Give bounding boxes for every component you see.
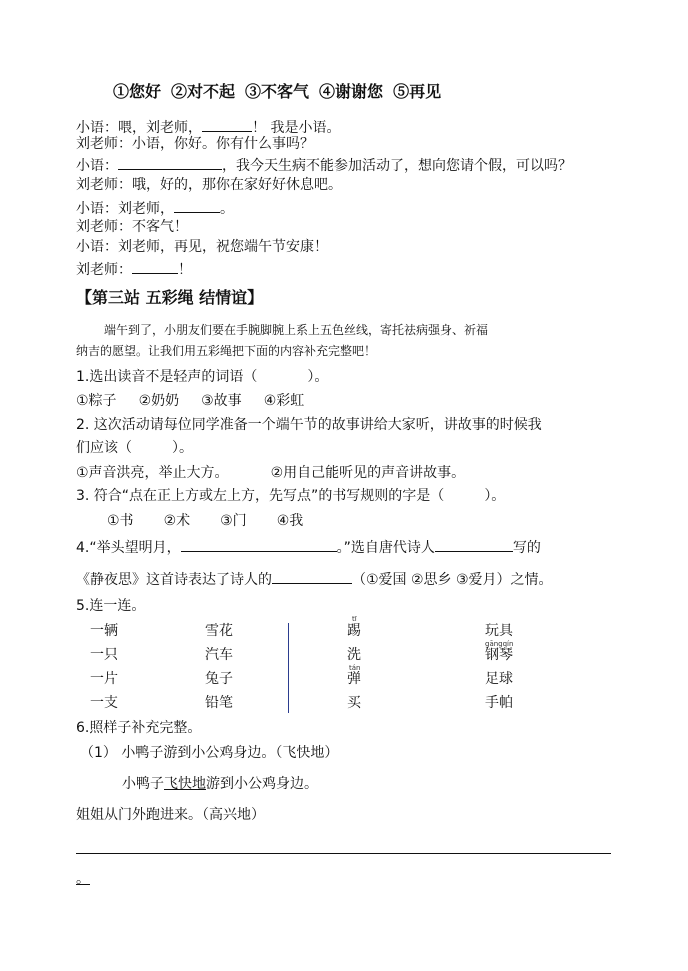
dialog-line-8 — [76, 261, 192, 277]
question-text: ）。 — [484, 488, 506, 504]
question-text: 。”选自唐代诗人 — [336, 540, 435, 556]
question-text: 3. 符合“点在正上方或左上方，先写点”的书写规则的字是（ — [76, 488, 445, 504]
section-intro-line-2: 纳吉的愿望。让我们用五彩绳把下面的内容补充完整吧！ — [76, 344, 377, 358]
match-item[interactable]: 雪花 — [205, 623, 233, 639]
pinyin-annotation: tī — [352, 615, 357, 623]
question-3-options — [107, 514, 303, 528]
match-item[interactable]: 玩具 — [485, 623, 513, 639]
phrase-options-row — [113, 84, 441, 100]
dialog-text: 小语： — [76, 158, 118, 174]
matching-divider — [288, 623, 289, 713]
pinyin-annotation: gāngqín — [485, 640, 514, 648]
answer-blank[interactable] — [272, 571, 352, 584]
question-6-task: 姐姐从门外跑进来。（高兴地） — [76, 807, 265, 823]
match-item[interactable]: 一辆 — [90, 623, 118, 639]
dialog-text: ，我今天生病不能参加活动了，想向您请个假，可以吗？ — [222, 158, 572, 174]
match-item[interactable]: 买 — [347, 695, 361, 711]
phrase-option-2: ②对不起 — [171, 82, 236, 101]
question-4-line-1 — [76, 539, 541, 555]
question-3-stem — [76, 489, 505, 503]
match-item[interactable]: 踢 — [347, 623, 361, 639]
phrase-option-3: ③不客气 — [245, 82, 310, 101]
section-intro-line-1: 端午到了，小朋友们要在手腕脚腕上系上五色丝线，寄托祛病强身、祈福 — [104, 323, 489, 337]
match-item[interactable]: 弹 — [347, 671, 361, 687]
dialog-line-4: 刘老师：哦，好的，那你在家好好休息吧。 — [76, 177, 342, 193]
question-text: 1.选出读音不是轻声的词语（ — [76, 369, 258, 385]
question-text: 写的 — [512, 540, 541, 556]
question-2-options — [76, 466, 465, 480]
question-5-title: 5.连一连。 — [76, 598, 146, 614]
answer-blank[interactable] — [435, 539, 513, 552]
question-2-stem-line-1: 2. 这次活动请每位同学准备一个端午节的故事讲给大家听，讲故事的时候我 — [76, 417, 542, 433]
option: ③门 — [220, 513, 247, 529]
question-2-stem-line-2 — [76, 441, 193, 455]
section-title: 【第三站 五彩绳 结情谊】 — [76, 288, 264, 307]
question-text: 们应该（ — [76, 440, 132, 456]
dialog-text: 小语：喂，刘老师， — [76, 120, 202, 136]
question-6-title: 6.照样子补充完整。 — [76, 720, 202, 736]
match-item[interactable]: 兔子 — [205, 671, 233, 687]
phrase-option-5: ⑤再见 — [393, 82, 442, 101]
dialog-text: ！ — [178, 262, 192, 278]
question-text: 《静夜思》这首诗表达了诗人的 — [76, 572, 272, 588]
example-underlined-word: 飞快地 — [164, 776, 206, 792]
match-item[interactable]: 铅笔 — [205, 695, 233, 711]
dialog-line-7: 小语：刘老师，再见，祝您端午节安康！ — [76, 239, 328, 255]
dialog-text: 小语：刘老师， — [76, 201, 174, 217]
option: ②术 — [163, 513, 191, 529]
option: ④我 — [276, 513, 304, 529]
dialog-text: 。 — [220, 201, 234, 217]
question-4-line-2 — [76, 571, 553, 587]
answer-blank[interactable] — [132, 261, 178, 274]
example-text: 小鸭子 — [122, 776, 164, 792]
answer-blank[interactable] — [118, 157, 222, 170]
option: ③故事 — [201, 393, 242, 409]
answer-blank[interactable] — [174, 200, 220, 213]
match-item[interactable]: 汽车 — [205, 647, 233, 663]
dialog-text: ！ 我是小语。 — [252, 120, 341, 136]
option: ①书 — [107, 513, 134, 529]
answer-blank[interactable] — [202, 119, 252, 132]
question-text: （①爱国 ②思乡 ③爱月）之情。 — [352, 572, 553, 588]
match-item[interactable]: 一片 — [90, 671, 118, 687]
option: ②奶奶 — [138, 393, 180, 409]
option: ④彩虹 — [263, 393, 305, 409]
question-6-example: （1） 小鸭子游到小公鸡身边。（飞快地） — [80, 745, 339, 761]
match-item[interactable]: 手帕 — [485, 695, 513, 711]
question-text: 4.“举头望明月， — [76, 540, 181, 556]
option: ①粽子 — [76, 393, 117, 409]
question-1-options — [76, 394, 304, 408]
example-text: 游到小公鸡身边。 — [206, 776, 318, 792]
match-item[interactable]: 足球 — [485, 671, 513, 687]
question-text: ）。 — [307, 369, 329, 385]
answer-line[interactable] — [76, 853, 611, 854]
option: ②用自己能听见的声音讲故事。 — [270, 465, 466, 481]
answer-blank[interactable] — [181, 539, 337, 552]
option: ①声音洪亮，举止大方。 — [76, 465, 229, 481]
dialog-line-2: 刘老师：小语，你好。你有什么事吗？ — [76, 136, 314, 152]
dialog-line-1 — [76, 119, 340, 135]
match-item[interactable]: 钢琴 — [485, 647, 513, 663]
match-item[interactable]: 一支 — [90, 695, 118, 711]
dialog-line-3 — [76, 157, 572, 173]
phrase-option-1: ①您好 — [113, 82, 162, 101]
match-item[interactable]: 一只 — [90, 647, 118, 663]
dialog-text: 刘老师： — [76, 262, 132, 278]
answer-line-end: 。 — [76, 871, 90, 887]
dialog-line-5 — [76, 200, 234, 216]
question-6-example-answer — [122, 777, 318, 791]
match-item[interactable]: 洗 — [347, 647, 361, 663]
question-text: ）。 — [172, 440, 193, 456]
pinyin-annotation: tán — [349, 664, 361, 672]
question-1-stem — [76, 370, 328, 384]
dialog-line-6: 刘老师：不客气！ — [76, 219, 188, 235]
phrase-option-4: ④谢谢您 — [319, 82, 384, 101]
